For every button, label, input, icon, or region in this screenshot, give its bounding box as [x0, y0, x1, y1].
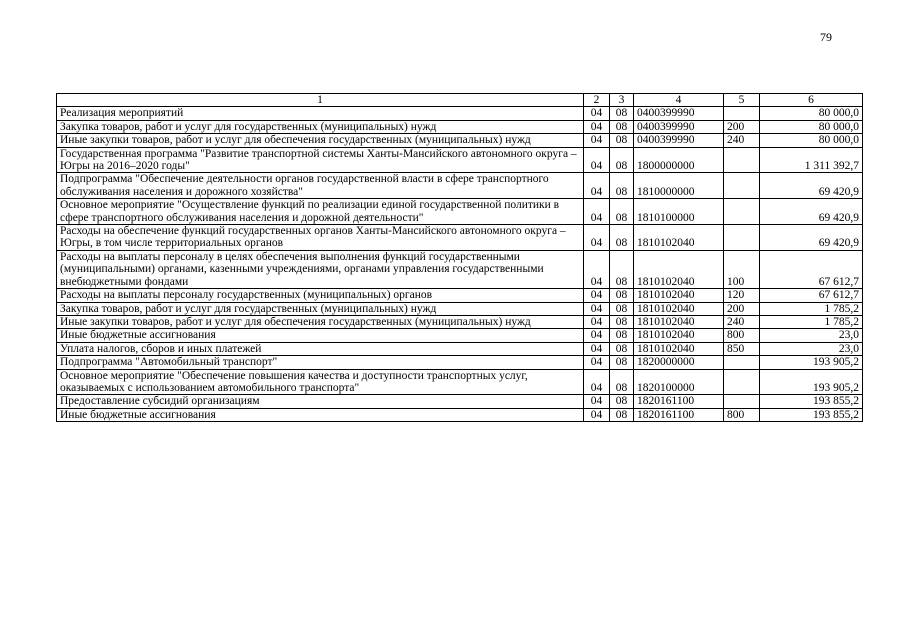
table-row [57, 302, 863, 315]
row-expense-type-cell [724, 369, 760, 395]
table-row [57, 342, 863, 355]
row-target-article-cell: 1800000000 [634, 147, 724, 173]
row-amount-cell: 1 785,2 [760, 302, 863, 315]
row-name-cell: Расходы на выплаты персоналу государственных (муниципальных) органов [57, 289, 584, 302]
row-amount-cell: 69 420,9 [760, 173, 863, 199]
row-section-cell: 04 [584, 120, 610, 133]
table-row [57, 369, 863, 395]
table-row [57, 250, 863, 288]
row-name-cell: Основное мероприятие "Осуществление функций по реализации единой государственной политики в сфере транспортного обслуживания населения и дорожной деятельности" [57, 199, 584, 225]
row-subsection-cell: 08 [610, 107, 634, 120]
row-expense-type-cell [724, 395, 760, 408]
table-row [57, 315, 863, 328]
row-target-article-cell: 1820100000 [634, 369, 724, 395]
row-section-cell: 04 [584, 395, 610, 408]
budget-table-body [57, 94, 863, 422]
table-row [57, 395, 863, 408]
row-target-article-cell: 1810102040 [634, 225, 724, 251]
header-cell-expense-type: 5 [724, 94, 760, 107]
row-subsection-cell: 08 [610, 315, 634, 328]
row-amount-cell: 80 000,0 [760, 134, 863, 147]
header-cell-amount: 6 [760, 94, 863, 107]
row-section-cell: 04 [584, 329, 610, 342]
row-section-cell: 04 [584, 356, 610, 369]
row-subsection-cell: 08 [610, 302, 634, 315]
row-expense-type-cell: 100 [724, 250, 760, 288]
row-expense-type-cell [724, 225, 760, 251]
row-expense-type-cell: 800 [724, 329, 760, 342]
row-amount-cell: 69 420,9 [760, 225, 863, 251]
table-row [57, 225, 863, 251]
table-row [57, 199, 863, 225]
row-expense-type-cell [724, 356, 760, 369]
row-section-cell: 04 [584, 250, 610, 288]
row-amount-cell: 80 000,0 [760, 120, 863, 133]
row-name-cell: Предоставление субсидий организациям [57, 395, 584, 408]
row-name-cell: Реализация мероприятий [57, 107, 584, 120]
row-section-cell: 04 [584, 342, 610, 355]
row-subsection-cell: 08 [610, 225, 634, 251]
row-subsection-cell: 08 [610, 395, 634, 408]
row-subsection-cell: 08 [610, 342, 634, 355]
row-target-article-cell: 1810102040 [634, 329, 724, 342]
row-name-cell: Подпрограмма "Автомобильный транспорт" [57, 356, 584, 369]
row-section-cell: 04 [584, 289, 610, 302]
table-row [57, 147, 863, 173]
row-name-cell: Расходы на выплаты персоналу в целях обеспечения выполнения функций государственными (муниципальными) органами, казенными учреждениями, органами управления государственными внебюджетными фондами [57, 250, 584, 288]
row-amount-cell: 23,0 [760, 342, 863, 355]
row-subsection-cell: 08 [610, 329, 634, 342]
row-expense-type-cell: 240 [724, 315, 760, 328]
row-name-cell: Подпрограмма "Обеспечение деятельности органов государственной власти в сфере транспортного обслуживания населения и дорожного хозяйства" [57, 173, 584, 199]
row-expense-type-cell: 200 [724, 302, 760, 315]
header-cell-name: 1 [57, 94, 584, 107]
row-amount-cell: 1 785,2 [760, 315, 863, 328]
row-target-article-cell: 1810102040 [634, 302, 724, 315]
row-name-cell: Иные закупки товаров, работ и услуг для обеспечения государственных (муниципальных) нужд [57, 315, 584, 328]
row-target-article-cell: 1810102040 [634, 289, 724, 302]
row-amount-cell: 67 612,7 [760, 289, 863, 302]
row-amount-cell: 80 000,0 [760, 107, 863, 120]
budget-table [56, 93, 863, 422]
row-expense-type-cell [724, 199, 760, 225]
row-target-article-cell: 1820161100 [634, 395, 724, 408]
row-target-article-cell: 1810100000 [634, 199, 724, 225]
row-amount-cell: 67 612,7 [760, 250, 863, 288]
row-section-cell: 04 [584, 369, 610, 395]
row-expense-type-cell: 200 [724, 120, 760, 133]
table-row [57, 107, 863, 120]
row-name-cell: Иные бюджетные ассигнования [57, 408, 584, 421]
row-amount-cell: 193 855,2 [760, 395, 863, 408]
row-name-cell: Основное мероприятие "Обеспечение повышения качества и доступности транспортных услуг, оказываемых с использованием автомобильного транспорта" [57, 369, 584, 395]
row-amount-cell: 193 855,2 [760, 408, 863, 421]
table-row [57, 134, 863, 147]
row-name-cell: Расходы на обеспечение функций государственных органов Ханты-Мансийского автономного округа – Югры, в том числе территориальных органов [57, 225, 584, 251]
row-expense-type-cell: 800 [724, 408, 760, 421]
row-target-article-cell: 0400399990 [634, 134, 724, 147]
row-name-cell: Иные бюджетные ассигнования [57, 329, 584, 342]
row-section-cell: 04 [584, 315, 610, 328]
header-cell-target-article: 4 [634, 94, 724, 107]
row-section-cell: 04 [584, 134, 610, 147]
row-section-cell: 04 [584, 173, 610, 199]
row-expense-type-cell: 850 [724, 342, 760, 355]
row-expense-type-cell: 240 [724, 134, 760, 147]
row-subsection-cell: 08 [610, 289, 634, 302]
row-section-cell: 04 [584, 225, 610, 251]
row-section-cell: 04 [584, 147, 610, 173]
table-row [57, 356, 863, 369]
row-expense-type-cell [724, 147, 760, 173]
row-target-article-cell: 1810102040 [634, 315, 724, 328]
row-amount-cell: 193 905,2 [760, 369, 863, 395]
row-name-cell: Уплата налогов, сборов и иных платежей [57, 342, 584, 355]
row-section-cell: 04 [584, 199, 610, 225]
row-subsection-cell: 08 [610, 408, 634, 421]
row-subsection-cell: 08 [610, 199, 634, 225]
page-number: 79 [820, 30, 832, 44]
row-name-cell: Иные закупки товаров, работ и услуг для обеспечения государственных (муниципальных) нужд [57, 134, 584, 147]
table-row [57, 173, 863, 199]
row-amount-cell: 23,0 [760, 329, 863, 342]
row-target-article-cell: 1820161100 [634, 408, 724, 421]
row-target-article-cell: 1810102040 [634, 342, 724, 355]
row-subsection-cell: 08 [610, 356, 634, 369]
row-amount-cell: 1 311 392,7 [760, 147, 863, 173]
table-row [57, 408, 863, 421]
row-subsection-cell: 08 [610, 120, 634, 133]
table-row [57, 329, 863, 342]
row-name-cell: Закупка товаров, работ и услуг для государственных (муниципальных) нужд [57, 120, 584, 133]
row-subsection-cell: 08 [610, 134, 634, 147]
row-subsection-cell: 08 [610, 369, 634, 395]
row-section-cell: 04 [584, 107, 610, 120]
row-name-cell: Закупка товаров, работ и услуг для государственных (муниципальных) нужд [57, 302, 584, 315]
header-cell-subsection: 3 [610, 94, 634, 107]
row-target-article-cell: 1810000000 [634, 173, 724, 199]
row-amount-cell: 69 420,9 [760, 199, 863, 225]
header-cell-section: 2 [584, 94, 610, 107]
row-name-cell: Государственная программа "Развитие транспортной системы Ханты-Мансийского автономного округа – Югры на 2016–2020 годы" [57, 147, 584, 173]
table-header-row [57, 94, 863, 107]
row-section-cell: 04 [584, 302, 610, 315]
table-row [57, 289, 863, 302]
row-expense-type-cell [724, 107, 760, 120]
row-expense-type-cell [724, 173, 760, 199]
table-row [57, 120, 863, 133]
row-subsection-cell: 08 [610, 250, 634, 288]
row-target-article-cell: 0400399990 [634, 120, 724, 133]
row-target-article-cell: 0400399990 [634, 107, 724, 120]
row-section-cell: 04 [584, 408, 610, 421]
row-subsection-cell: 08 [610, 173, 634, 199]
row-subsection-cell: 08 [610, 147, 634, 173]
row-target-article-cell: 1810102040 [634, 250, 724, 288]
row-target-article-cell: 1820000000 [634, 356, 724, 369]
row-amount-cell: 193 905,2 [760, 356, 863, 369]
row-expense-type-cell: 120 [724, 289, 760, 302]
